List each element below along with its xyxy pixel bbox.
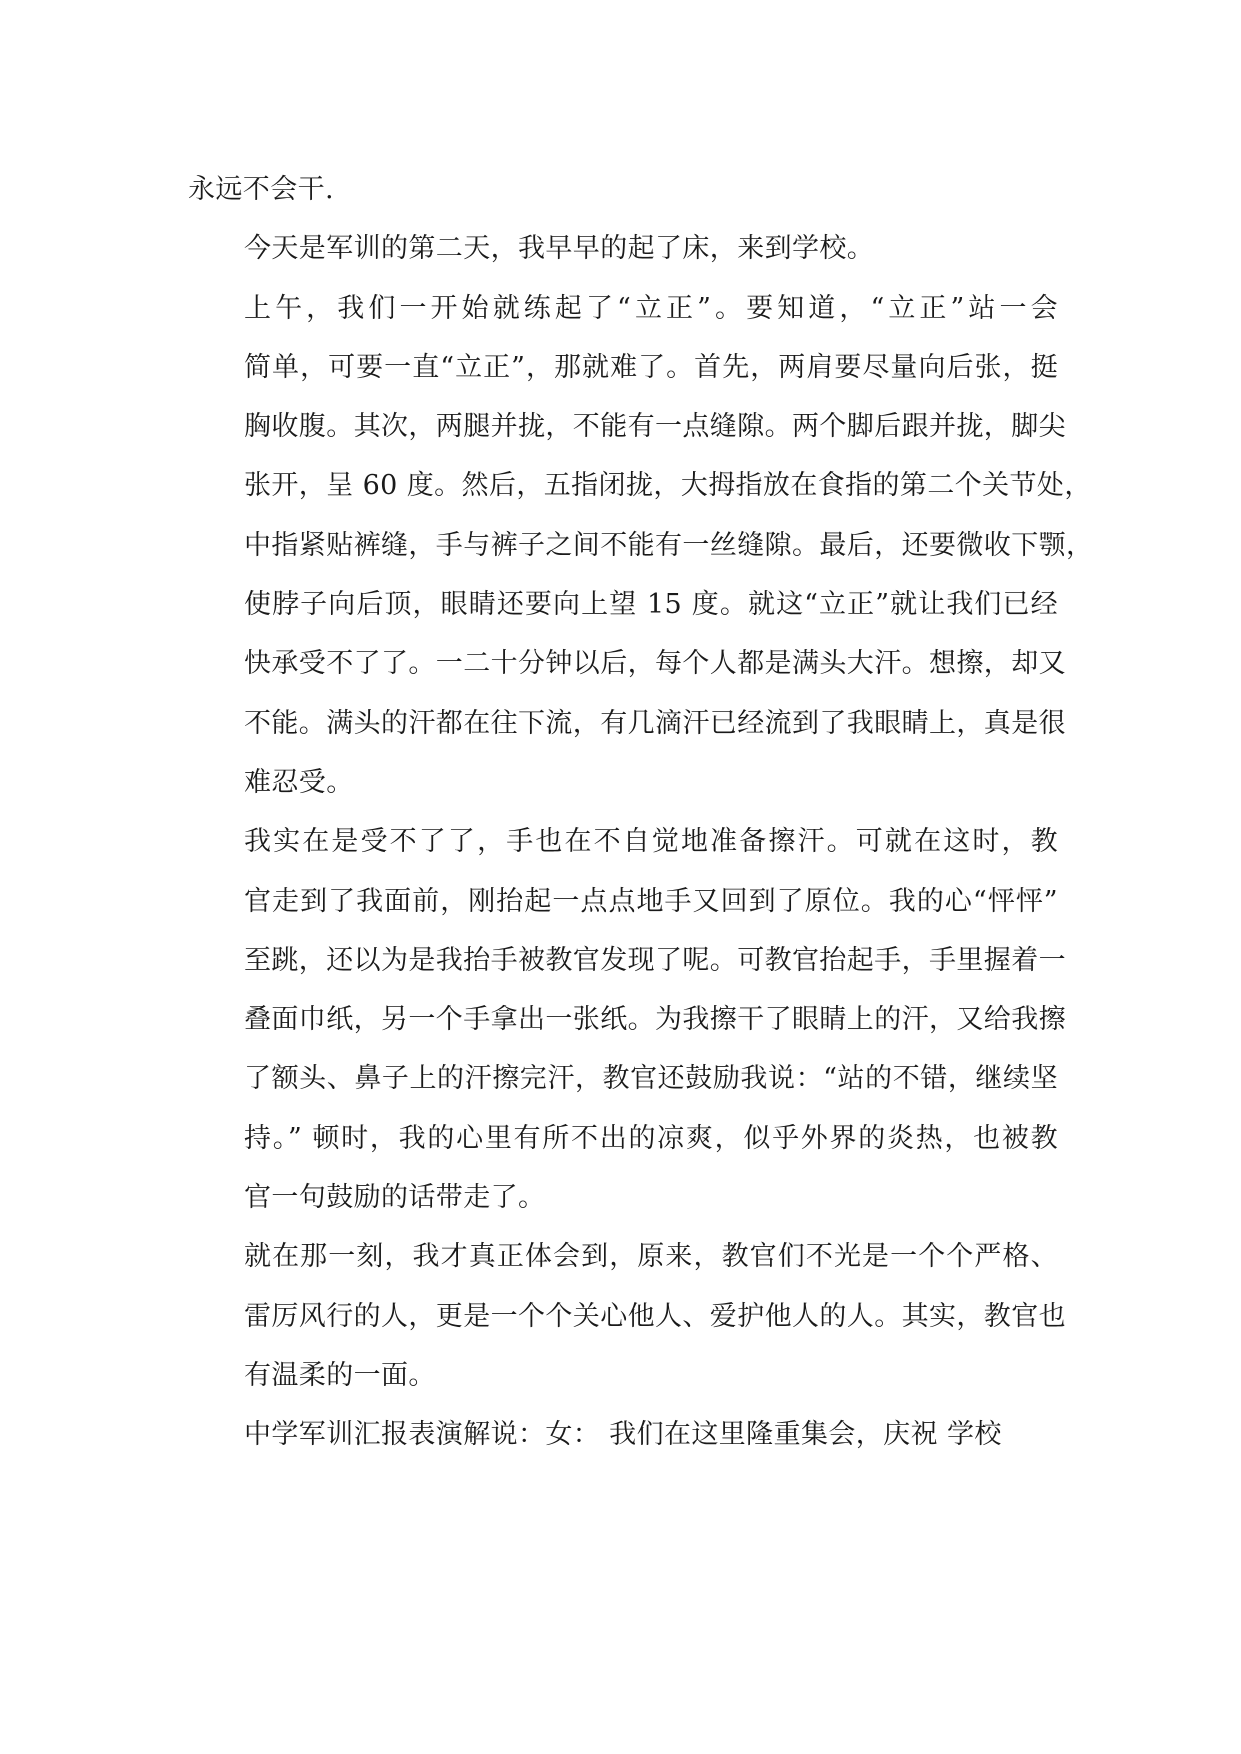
text-line: 胸收腹。其次，两腿并拢，不能有一点缝隙。两个脚后跟并拢，脚尖 bbox=[244, 411, 1066, 443]
paragraph bbox=[188, 219, 1058, 278]
text-line: 叠面巾纸，另一个手拿出一张纸。为我擦干了眼睛上的汗，又给我擦 bbox=[244, 1004, 1066, 1036]
text-line: 中学军训汇报表演解说：女： 我们在这里隆重集会，庆祝 学校 bbox=[244, 1419, 1002, 1451]
text-line: 有温柔的一面。 bbox=[244, 1359, 436, 1391]
text-line: 张开，呈 60 度。然后，五指闭拢，大拇指放在食指的第二个关节处， bbox=[244, 470, 1092, 502]
body-text bbox=[188, 160, 1094, 1465]
text-line: 我实在是受不了了，手也在不自觉地准备擦汗。可就在这时，教 bbox=[244, 826, 1058, 858]
text-line: 上午，我们一开始就练起了“立正”。要知道，“立正”站一会 bbox=[244, 292, 1058, 324]
text-line: 持。” 顿时，我的心里有所不出的凉爽，似乎外界的炎热，也被教 bbox=[244, 1122, 1058, 1154]
paragraph bbox=[188, 1405, 1058, 1464]
text-line: 永远不会干. bbox=[188, 174, 334, 205]
text-line: 雷厉风行的人，更是一个个关心他人、爱护他人的人。其实，教官也 bbox=[244, 1300, 1066, 1332]
text-line: 不能。满头的汗都在往下流，有几滴汗已经流到了我眼睛上，真是很 bbox=[244, 707, 1066, 739]
text-line: 就在那一刻，我才真正体会到，原来，教官们不光是一个个严格、 bbox=[244, 1241, 1058, 1273]
paragraph bbox=[188, 1227, 1066, 1405]
text-line: 难忍受。 bbox=[244, 766, 354, 798]
text-line: 简单，可要一直“立正”，那就难了。首先，两肩要尽量向后张，挺 bbox=[244, 351, 1058, 383]
text-line: 官一句鼓励的话带走了。 bbox=[244, 1182, 546, 1214]
text-line: 今天是军训的第二天，我早早的起了床，来到学校。 bbox=[244, 233, 875, 265]
paragraph bbox=[188, 812, 1066, 1227]
paragraph bbox=[188, 160, 1058, 219]
text-line: 官走到了我面前，刚抬起一点点地手又回到了原位。我的心“怦怦” bbox=[244, 885, 1058, 917]
paragraph bbox=[188, 279, 1094, 813]
text-line: 中指紧贴裤缝，手与裤子之间不能有一丝缝隙。最后，还要微收下颚， bbox=[244, 529, 1094, 561]
text-line: 至跳，还以为是我抬手被教官发现了呢。可教官抬起手，手里握着一 bbox=[244, 944, 1066, 976]
text-line: 了额头、鼻子上的汗擦完汗，教官还鼓励我说：“站的不错，继续坚 bbox=[244, 1063, 1058, 1095]
text-line: 快承受不了了。一二十分钟以后，每个人都是满头大汗。想擦，却又 bbox=[244, 648, 1066, 680]
text-line: 使脖子向后顶，眼睛还要向上望 15 度。就这“立正”就让我们已经 bbox=[244, 589, 1058, 621]
